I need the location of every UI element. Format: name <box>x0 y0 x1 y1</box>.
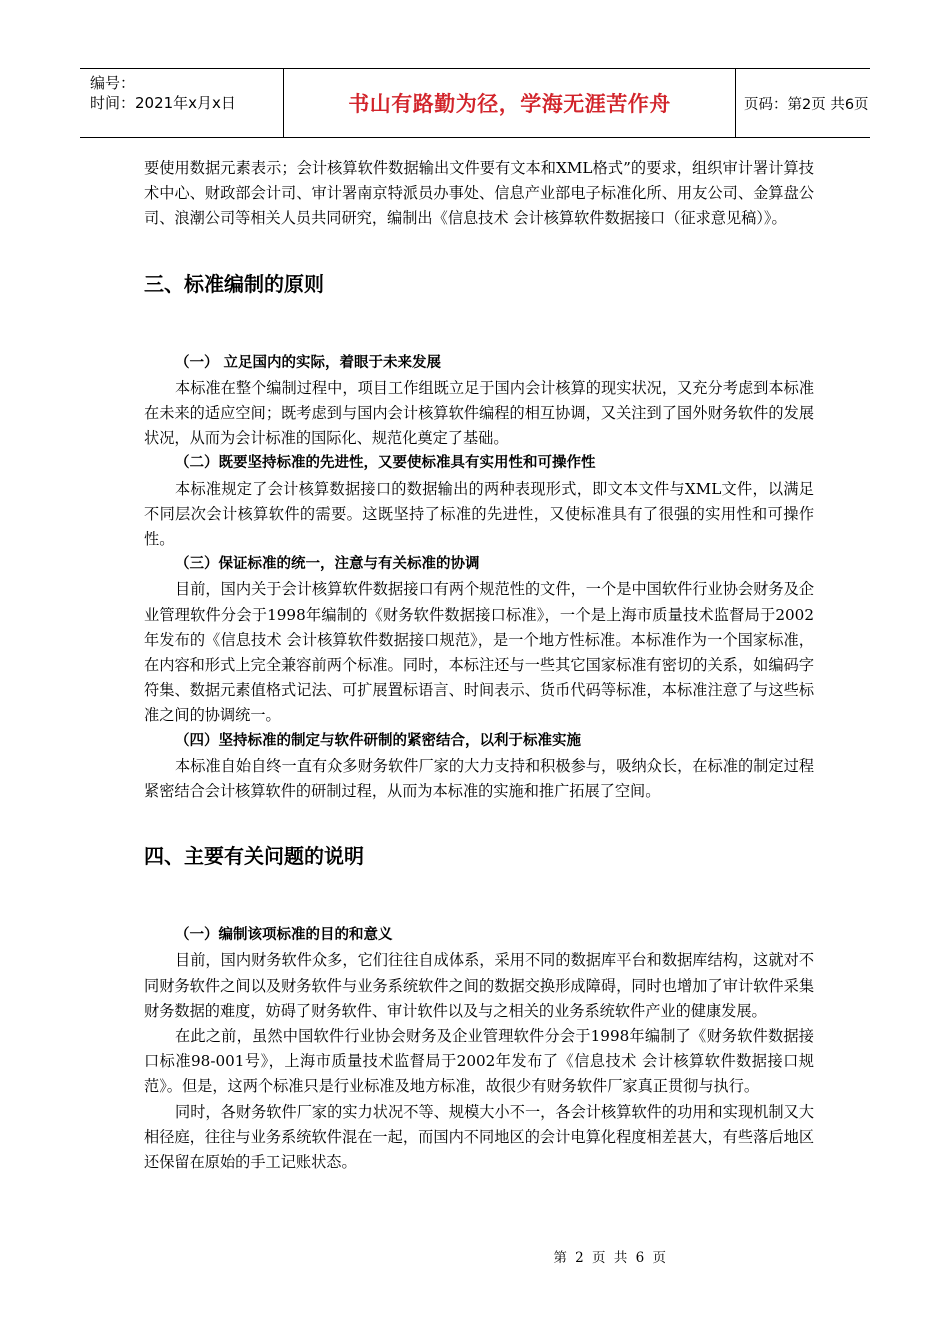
section-3-4-paragraph: 本标准自始自终一直有众多财务软件厂家的大力支持和积极参与，吸纳众长，在标准的制定过程紧密结合会计核算软件的研制过程，从而为本标准的实施和推广拓展了空间。 <box>144 756 814 801</box>
section-4-title: 四、主要有关问题的说明 <box>144 844 364 869</box>
section-4-1-heading: （一）编制该项标准的目的和意义 <box>175 927 393 944</box>
page-header <box>80 68 870 138</box>
section-3-4-heading: （四）坚持标准的制定与软件研制的紧密结合，以利于标准实施 <box>175 732 581 749</box>
header-motto-cell <box>284 69 736 137</box>
header-page-info: 页码：第2页 共6页 <box>744 96 869 113</box>
section-4-1-paragraph-1: 目前，国内财务软件众多，它们往往自成体系，采用不同的数据库平台和数据库结构，这就对不同财务软件之间以及财务软件与业务系统软件之间的数据交换形成障碍，同时也增加了审计软件采集财务数据的难度，妨碍了财务软件、审计软件以及与之相关的业务系统软件产业的健康发展。 <box>144 951 814 1020</box>
page-footer <box>0 1246 950 1266</box>
header-page-cell <box>736 69 870 137</box>
header-motto: 书山有路勤为径，学海无涯苦作舟 <box>348 92 671 116</box>
section-4-1-paragraph-2: 在此之前，虽然中国软件行业协会财务及企业管理软件分会于1998年编制了《财务软件数据接口标准98-001号》，上海市质量技术监督局于2002年发布了《信息技术 会计核算软件数据接口规范》。但是，这两个标准只是行业标准及地方标准，故很少有财务软件厂家真正贯彻与执行。 <box>144 1027 814 1096</box>
section-3-3-paragraph: 目前，国内关于会计核算软件数据接口有两个规范性的文件，一个是中国软件行业协会财务及企业管理软件分会于1998年编制的《财务软件数据接口标准》，一个是上海市质量技术监督局于2002年发布的《信息技术 会计核算软件数据接口规范》，是一个地方性标准。本标准作为一个国家标准，在内容和形式上完全兼容前两个标准。同时，本标注还与一些其它国家标准有密切的关系，如编码字符集、数据元素值格式记法、可扩展置标语言、时间表示、货币代码等标准，本标准注意了与这些标准之间的协调统一。 <box>144 580 814 725</box>
section-3-2-paragraph: 本标准规定了会计核算数据接口的数据输出的两种表现形式，即文本文件与XML文件，以满足不同层次会计核算软件的需要。这既坚持了标准的先进性，又使标准具有了很强的实用性和可操作性。 <box>144 479 814 549</box>
section-3-2-heading: （二）既要坚持标准的先进性，又要使标准具有实用性和可操作性 <box>175 455 596 472</box>
section-3-3-heading: （三）保证标准的统一，注意与有关标准的协调 <box>175 556 480 573</box>
intro-paragraph: 要使用数据元素表示；会计核算软件数据输出文件要有文本和XML格式”的要求，组织审计署计算技术中心、财政部会计司、审计署南京特派员办事处、信息产业部电子标准化所、用友公司、金算盘公司、浪潮公司等相关人员共同研究，编制出《信息技术 会计核算软件数据接口（征求意见稿）》。 <box>144 159 814 228</box>
section-3-1-heading: （一） 立足国内的实际，着眼于未来发展 <box>175 354 442 371</box>
header-number: 编号： <box>90 74 136 92</box>
section-4-1-paragraph-3: 同时，各财务软件厂家的实力状况不等、规模大小不一，各会计核算软件的功用和实现机制又大相径庭，往往与业务系统软件混在一起，而国内不同地区的会计电算化程度相差甚大，有些落后地区还保留在原始的手工记账状态。 <box>144 1102 814 1172</box>
section-3-1-paragraph: 本标准在整个编制过程中，项目工作组既立足于国内会计核算的现实状况，又充分考虑到本标准在未来的适应空间；既考虑到与国内会计核算软件编程的相互协调，又关注到了国外财务软件的发展状况，从而为会计标准的国际化、规范化奠定了基础。 <box>144 378 814 448</box>
footer-page-number: 第 2 页 共 6 页 <box>553 1250 668 1266</box>
header-meta <box>80 69 284 137</box>
header-date: 时间：2021年x月x日 <box>90 94 236 112</box>
document-body <box>144 156 814 1175</box>
section-3-title: 三、标准编制的原则 <box>144 271 324 296</box>
